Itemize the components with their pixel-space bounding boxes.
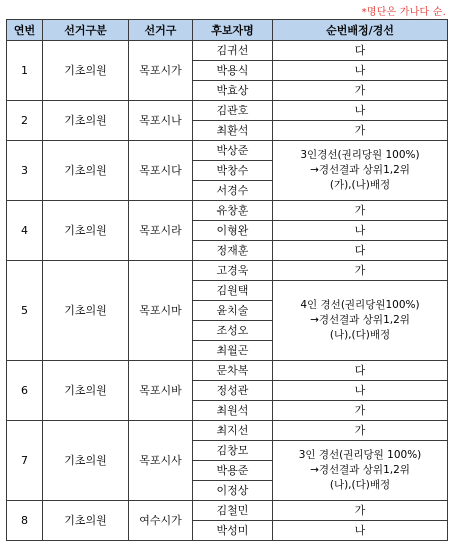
primary-method-line: (가),(나)배정 [329, 179, 391, 191]
district: 목포시다 [129, 141, 193, 201]
table-row [7, 201, 448, 221]
district: 목포시라 [129, 201, 193, 261]
table-header-row [7, 20, 448, 41]
election-type: 기초의원 [43, 421, 129, 501]
row-number: 3 [7, 141, 43, 201]
candidate-name: 박효상 [193, 81, 273, 101]
order-assignment: 가 [273, 81, 448, 101]
primary-method-line: →경선결과 상위1,2위 [310, 314, 410, 326]
header-no: 연번 [7, 20, 43, 41]
header-election-type: 선거구분 [43, 20, 129, 41]
candidate-table [6, 19, 448, 541]
row-number: 5 [7, 261, 43, 361]
table-row [7, 501, 448, 521]
order-assignment: 가 [273, 121, 448, 141]
candidate-name: 최지선 [193, 421, 273, 441]
order-assignment: 가 [273, 421, 448, 441]
candidate-name: 고경욱 [193, 261, 273, 281]
table-row [7, 41, 448, 61]
primary-method [273, 441, 448, 501]
candidate-name: 김귀선 [193, 41, 273, 61]
primary-method-line: 3인경선(권리당원 100%) [300, 149, 420, 161]
order-assignment: 나 [273, 521, 448, 541]
table-row [7, 101, 448, 121]
primary-method-line: →경선결과 상위1,2위 [310, 164, 410, 176]
candidate-name: 서경수 [193, 181, 273, 201]
row-number: 6 [7, 361, 43, 421]
primary-method-line: 4인 경선(권리당원100%) [300, 299, 420, 311]
table-row [7, 141, 448, 161]
order-assignment: 나 [273, 101, 448, 121]
candidate-name: 윤치술 [193, 301, 273, 321]
order-assignment: 다 [273, 361, 448, 381]
candidate-name: 최월곤 [193, 341, 273, 361]
district: 목포시바 [129, 361, 193, 421]
candidate-name: 박용준 [193, 461, 273, 481]
row-number: 4 [7, 201, 43, 261]
candidate-name: 박용식 [193, 61, 273, 81]
candidate-name: 박상준 [193, 141, 273, 161]
candidate-name: 최환석 [193, 121, 273, 141]
candidate-name: 이형완 [193, 221, 273, 241]
candidate-name: 이정상 [193, 481, 273, 501]
primary-method-line: (나),(다)배정 [329, 479, 391, 491]
district: 여수시가 [129, 501, 193, 541]
primary-method-line: →경선결과 상위1,2위 [310, 464, 410, 476]
order-assignment: 나 [273, 61, 448, 81]
row-number: 8 [7, 501, 43, 541]
row-number: 7 [7, 421, 43, 501]
table-row [7, 261, 448, 281]
candidate-name: 정성관 [193, 381, 273, 401]
district: 목포시마 [129, 261, 193, 361]
row-number: 1 [7, 41, 43, 101]
election-type: 기초의원 [43, 501, 129, 541]
election-type: 기초의원 [43, 41, 129, 101]
candidate-name: 정재훈 [193, 241, 273, 261]
candidate-name: 박창수 [193, 161, 273, 181]
order-assignment: 다 [273, 241, 448, 261]
table-row [7, 361, 448, 381]
table-row [7, 421, 448, 441]
candidate-name: 박성미 [193, 521, 273, 541]
election-type: 기초의원 [43, 361, 129, 421]
election-type: 기초의원 [43, 141, 129, 201]
candidate-name: 최원석 [193, 401, 273, 421]
candidate-name: 문차복 [193, 361, 273, 381]
candidate-name: 유창훈 [193, 201, 273, 221]
district: 목포시가 [129, 41, 193, 101]
primary-method [273, 141, 448, 201]
sort-note: *명단은 가나다 순. [361, 7, 446, 18]
primary-method-line: 3인 경선(권리당원 100%) [298, 449, 422, 461]
order-assignment: 가 [273, 261, 448, 281]
primary-method [273, 281, 448, 361]
order-assignment: 나 [273, 381, 448, 401]
candidate-name: 김원택 [193, 281, 273, 301]
table-body [7, 41, 448, 541]
candidate-name: 조성오 [193, 321, 273, 341]
primary-method-line: (나),(다)배정 [329, 329, 391, 341]
order-assignment: 가 [273, 501, 448, 521]
row-number: 2 [7, 101, 43, 141]
header-district: 선거구 [129, 20, 193, 41]
candidate-name: 김관호 [193, 101, 273, 121]
district: 목포시사 [129, 421, 193, 501]
header-order: 순번배정/경선 [273, 20, 448, 41]
candidate-name: 김철민 [193, 501, 273, 521]
order-assignment: 다 [273, 41, 448, 61]
order-assignment: 나 [273, 221, 448, 241]
order-assignment: 가 [273, 201, 448, 221]
election-type: 기초의원 [43, 101, 129, 141]
header-candidate: 후보자명 [193, 20, 273, 41]
candidate-name: 김창모 [193, 441, 273, 461]
election-type: 기초의원 [43, 261, 129, 361]
district: 목포시나 [129, 101, 193, 141]
order-assignment: 가 [273, 401, 448, 421]
election-type: 기초의원 [43, 201, 129, 261]
